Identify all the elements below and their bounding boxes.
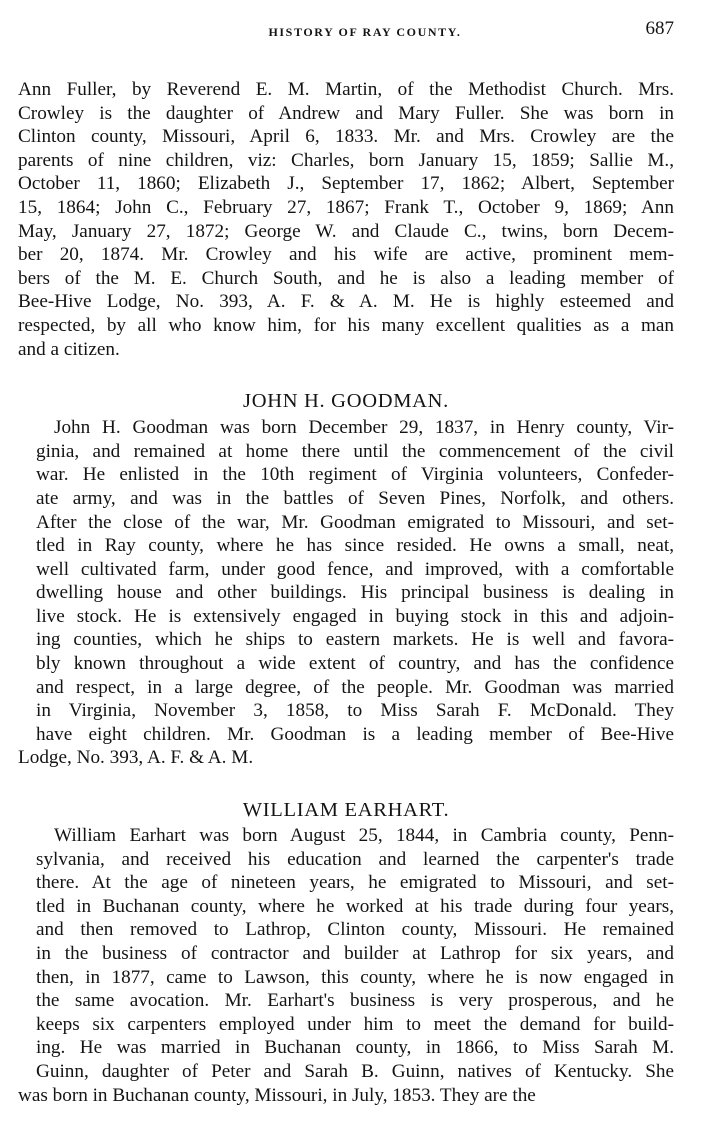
text-line: well cultivated farm, under good fence, and improved, with a comfortable [36,558,674,580]
earhart-paragraph [18,824,674,1107]
text-line: respected, by all who know him, for his many excellent qualities as a man [18,314,674,336]
text-line: ginia, and remained at home there until the commencement of the civil [36,440,674,462]
text-line: bers of the M. E. Church South, and he is also a leading member of [18,267,674,289]
text-line: October 11, 1860; Elizabeth J., September 17, 1862; Albert, September [18,173,674,195]
text-line: Clinton county, Missouri, April 6, 1833. Mr. and Mrs. Crowley are the [18,126,674,148]
text-line: ing counties, which he ships to eastern markets. He is well and favora- [36,629,674,651]
text-line: dwelling house and other buildings. His principal business is dealing in [36,582,674,604]
text-line: sylvania, and received his education and learned the carpenter's trade [36,848,674,870]
running-title: HISTORY OF RAY COUNTY. [268,25,462,39]
text-line: John H. Goodman was born December 29, 1837, in Henry county, Vir- [54,417,674,439]
earhart-heading: WILLIAM EARHART. [242,799,450,822]
goodman-heading: JOHN H. GOODMAN. [243,390,449,413]
text-line: the same avocation. Mr. Earhart's business is very prosperous, and he [36,990,674,1012]
book-page [18,0,674,1107]
text-line: war. He enlisted in the 10th regiment of Virginia volunteers, Confeder- [36,464,674,486]
text-line: 15, 1864; John C., February 27, 1867; Frank T., October 9, 1869; Ann [18,196,674,218]
goodman-paragraph [18,416,674,770]
text-line: was born in Buchanan county, Missouri, in July, 1853. They are the [18,1084,536,1106]
crowley-paragraph [18,78,674,361]
text-line: then, in 1877, came to Lawson, this county, where he is now engaged in [36,966,674,988]
text-line: have eight children. Mr. Goodman is a leading member of Bee-Hive [36,723,674,745]
text-line: parents of nine children, viz: Charles, born January 15, 1859; Sallie M., [18,149,674,171]
text-line: Crowley is the daughter of Andrew and Mary Fuller. She was born in [18,102,674,124]
text-line: and respect, in a large degree, of the people. Mr. Goodman was married [36,676,674,698]
text-line: Bee-Hive Lodge, No. 393, A. F. & A. M. He is highly esteemed and [18,291,674,313]
text-line: After the close of the war, Mr. Goodman emigrated to Missouri, and set- [36,511,674,533]
text-line: bly known throughout a wide extent of country, and has the confidence [36,653,674,675]
text-line: ing. He was married in Buchanan county, in 1866, to Miss Sarah M. [36,1037,674,1059]
page-number: 687 [645,18,674,39]
text-line: William Earhart was born August 25, 1844, in Cambria county, Penn- [54,825,674,847]
text-line: Lodge, No. 393, A. F. & A. M. [18,747,254,769]
text-line: Guinn, daughter of Peter and Sarah B. Guinn, natives of Kentucky. She [36,1060,674,1082]
text-line: tled in Buchanan county, where he worked at his trade during four years, [36,895,674,917]
text-line: there. At the age of nineteen years, he emigrated to Missouri, and set- [36,872,674,894]
text-line: and a citizen. [18,338,120,360]
text-line: live stock. He is extensively engaged in buying stock in this and adjoin- [36,605,674,627]
text-line: tled in Ray county, where he has since resided. He owns a small, neat, [36,535,674,557]
text-line: ate army, and was in the battles of Seven Pines, Norfolk, and others. [36,487,674,509]
text-line: in the business of contractor and builder at Lathrop for six years, and [36,943,674,964]
text-line: Ann Fuller, by Reverend E. M. Martin, of the Methodist Church. Mrs. [18,79,674,100]
text-line: and then removed to Lathrop, Clinton county, Missouri. He remained [36,919,674,941]
running-header [18,0,674,40]
text-line: in Virginia, November 3, 1858, to Miss Sarah F. McDonald. They [36,700,674,722]
text-line: keeps six carpenters employed under him to meet the demand for build- [36,1013,674,1035]
text-line: May, January 27, 1872; George W. and Claude C., twins, born Decem- [18,220,674,242]
text-line: ber 20, 1874. Mr. Crowley and his wife are active, prominent mem- [18,244,674,266]
